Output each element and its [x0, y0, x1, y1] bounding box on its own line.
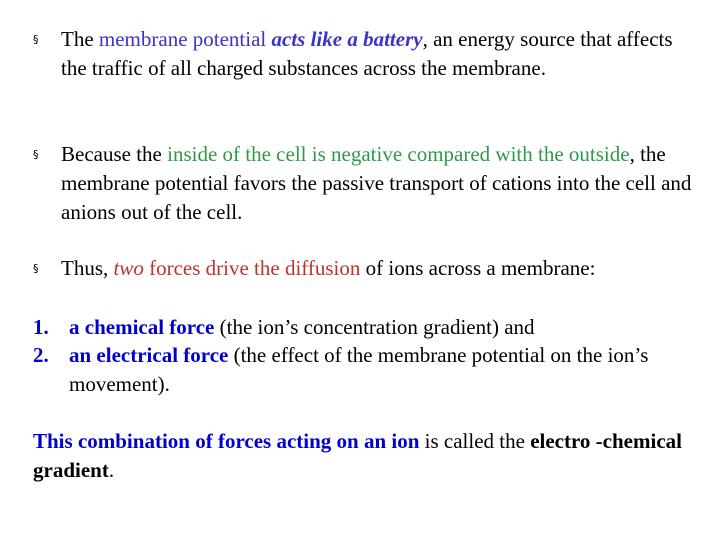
list-number: 2. [33, 343, 49, 367]
list-item-chemical-force [33, 313, 693, 342]
list-item-text [69, 341, 693, 399]
bullet-negative-inside [33, 140, 693, 227]
combination-phrase: This combination of forces acting on an ion [33, 429, 420, 453]
summary-paragraph [33, 427, 693, 485]
bullet-two-forces [33, 254, 693, 283]
inside-negative-phrase: inside of the cell is negative compared with the outside [167, 142, 630, 166]
bullet-text-plain: Thus, [61, 256, 114, 280]
bullet-text-plain: , the membrane potential favors the passive transport of cations into the cell and anions out of the cell. [61, 142, 692, 224]
bullet-text-plain: Because the [61, 142, 168, 166]
bullet-marker-icon: § [33, 33, 39, 46]
list-item-plain: (the ion’s concentration gradient) and [214, 315, 535, 339]
battery-phrase: acts like a battery [271, 27, 423, 51]
bullet-marker-icon: § [33, 148, 39, 161]
two-word: two [113, 256, 144, 280]
bullet-marker-icon: § [33, 262, 39, 275]
summary-plain: is called the [419, 429, 531, 453]
bullet-text [61, 254, 693, 283]
electrochemical-gradient-term: electro -chemical gradient [33, 429, 682, 482]
bullet-text-plain: of ions across a membrane: [360, 256, 596, 280]
list-item-plain: (the effect of the membrane potential on the ion’s movement). [69, 343, 649, 396]
bullet-membrane-battery [33, 25, 693, 83]
list-item-electrical-force [33, 341, 693, 399]
electrical-force-term: an electrical force [69, 343, 229, 367]
bullet-text [61, 140, 693, 227]
forces-drive-diffusion-phrase: forces drive the diffusion [143, 256, 361, 280]
bullet-text-plain: The [61, 27, 99, 51]
summary-plain: . [108, 458, 115, 482]
bullet-text [61, 25, 693, 83]
chemical-force-term: a chemical force [69, 315, 215, 339]
bullet-text-plain: , an energy source that affects the traffic of all charged substances across the membrane. [61, 27, 673, 80]
list-item-text [69, 313, 693, 342]
membrane-potential-term: membrane potential [98, 27, 272, 51]
list-number: 1. [33, 315, 49, 339]
